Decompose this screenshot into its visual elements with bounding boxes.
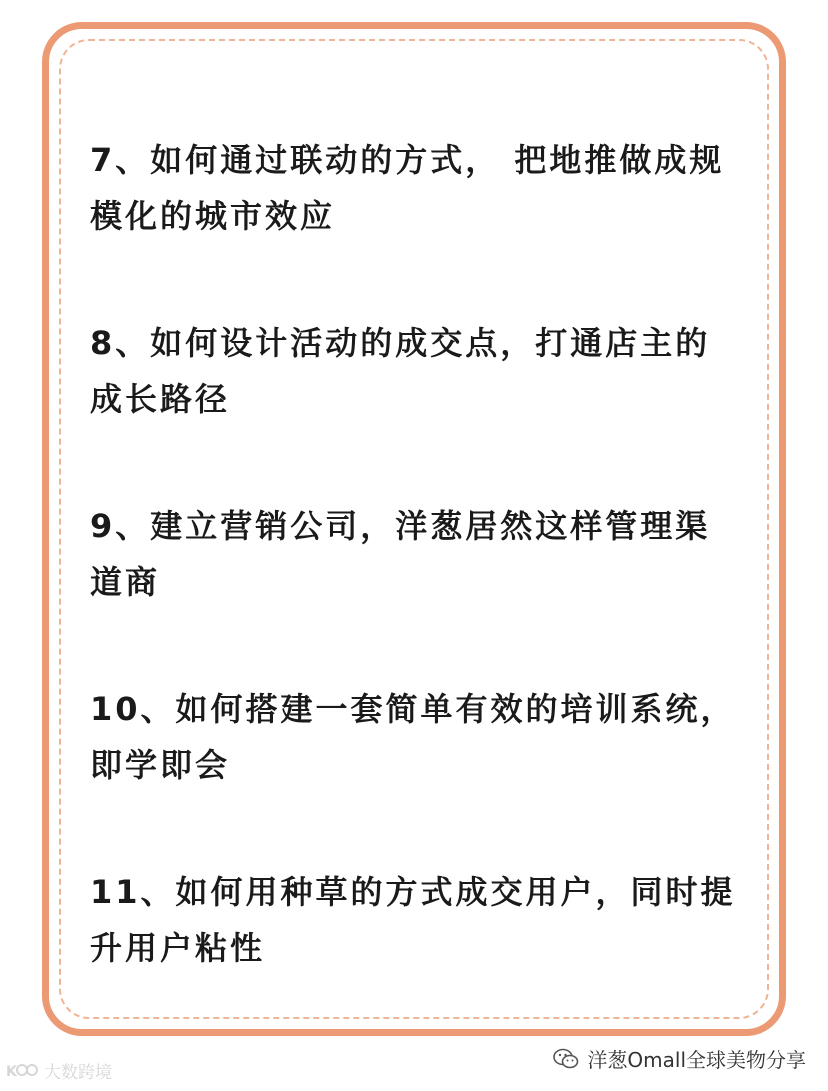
footer (0, 1045, 828, 1091)
account-credit (553, 1044, 806, 1073)
list-item: 9、建立营销公司，洋葱居然这样管理渠道商 (90, 507, 711, 601)
list-item: 7、如何通过联动的方式， 把地推做成规模化的城市效应 (90, 141, 725, 235)
topic-list (90, 132, 740, 1047)
watermark-text: 大数跨境 (44, 1063, 112, 1083)
watermark-logo-icon (6, 1062, 40, 1080)
svg-text:K: K (6, 1063, 17, 1080)
watermark (6, 1058, 112, 1083)
list-item: 11、如何用种草的方式成交用户，同时提升用户粘性 (90, 873, 736, 967)
wechat-icon (553, 1048, 579, 1070)
list-item: 10、如何搭建一套简单有效的培训系统，即学即会 (90, 690, 736, 784)
list-item: 8、如何设计活动的成交点，打通店主的成长路径 (90, 324, 711, 418)
account-name: 洋葱Omall全球美物分享 (587, 1048, 806, 1072)
